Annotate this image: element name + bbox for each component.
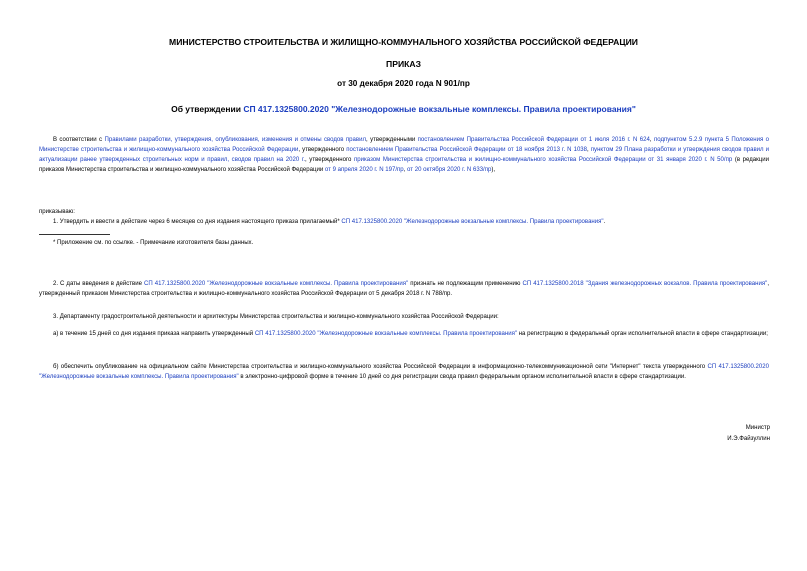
text: ), <box>491 167 496 173</box>
text: В соответствии с <box>53 137 105 143</box>
subparagraph-link[interactable]: подпунктом 5.2.9 пункта 5 Положения о Министерстве строительства и жилищно-коммунального хозяйства Российской Федерации <box>39 137 770 153</box>
rules-link[interactable]: Правилами разработки, утверждения, опубликования, изменения и отмены сводов правил <box>104 137 367 143</box>
text: . <box>603 219 606 225</box>
text: на регистрацию в федеральный орган исполнительной власти в сфере стандартизации; <box>517 331 768 337</box>
item-2-paragraph <box>39 279 769 299</box>
text: , утвержденными <box>366 137 418 143</box>
order-197-link[interactable]: от 9 апреля 2020 г. N 197/пр <box>324 167 404 173</box>
text: , утвержденного <box>298 147 347 153</box>
signature-title: Министр <box>745 425 770 431</box>
order-50-link[interactable]: приказом Министерства строительства и жилищно-коммунального хозяйства Российской Федерации от 31 января 2020 г. N 50/пр <box>353 157 733 163</box>
sp-417-link[interactable]: СП 417.1325800.2020 "Железнодорожные вокзальные комплексы. Правила проектирования" <box>254 331 518 337</box>
subject-prefix: Об утверждении <box>171 104 244 114</box>
item-3-paragraph: 3. Департаменту градостроительной деятельности и архитектуры Министерства строительства и жилищно-коммунального хозяйства Российской Федерации: <box>53 314 499 320</box>
text: , утвержденный приказом Министерства строительства и жилищно-коммунального хозяйства Российской Федерации от 5 декабря 2018 г. N 788/пр. <box>39 281 769 297</box>
signature-name: И.Э.Файзуллин <box>727 436 770 442</box>
item-3b-paragraph <box>39 362 769 382</box>
text: , <box>587 147 591 153</box>
ministry-heading: МИНИСТЕРСТВО СТРОИТЕЛЬСТВА И ЖИЛИЩНО-КОММУНАЛЬНОГО ХОЗЯЙСТВА РОССИЙСКОЙ ФЕДЕРАЦИИ <box>169 37 638 47</box>
footnote-separator <box>39 234 110 235</box>
text: 2. С даты введения в действие <box>53 281 145 287</box>
text: , <box>649 137 654 143</box>
document-type: ПРИКАЗ <box>386 59 421 69</box>
preamble-paragraph <box>39 135 769 175</box>
order-word: приказываю: <box>39 209 75 215</box>
sp-417-link[interactable]: СП 417.1325800.2020 "Железнодорожные вокзальные комплексы. Правила проектирования" <box>341 219 604 225</box>
plan-link[interactable]: пунктом 29 Плана разработки и утверждения сводов правил и актуализации ранее утвержденных строительных норм и правил, сводов правил на 2020 г. <box>39 147 769 163</box>
text: 1. Утвердить и ввести в действие через 6 месяцев со дня издания настоящего приказа прилагаемый* <box>53 219 342 225</box>
item-3a-paragraph <box>39 329 769 339</box>
text: признать не подлежащим применению <box>408 281 523 287</box>
document-date-number: от 30 декабря 2020 года N 901/пр <box>337 79 470 88</box>
text: (в редакции приказов Министерства строительства и жилищно-коммунального хозяйства Российской Федерации <box>39 157 769 173</box>
document-subject <box>0 104 807 114</box>
sp-417-2018-link[interactable]: СП 417.1325800.2018 "Здания железнодорожных вокзалов. Правила проектирования" <box>522 281 768 287</box>
text: а) в течение 15 дней со дня издания приказа направить утвержденный <box>53 331 255 337</box>
order-633-link[interactable]: от 20 октября 2020 г. N 633/пр <box>407 167 492 173</box>
item-1-paragraph <box>53 217 605 227</box>
resolution-1038-link[interactable]: постановлением Правительства Российской Федерации от 18 ноября 2013 г. N 1038 <box>346 147 588 153</box>
text: , утвержденного <box>305 157 354 163</box>
footnote: * Приложение см. по ссылке. - Примечание изготовителя базы данных. <box>53 240 254 246</box>
sp-417-link[interactable]: СП 417.1325800.2020 "Железнодорожные вокзальные комплексы. Правила проектирования" <box>144 281 409 287</box>
sp-417-link[interactable]: СП 417.1325800.2020 "Железнодорожные вокзальные комплексы. Правила проектирования" <box>39 364 769 380</box>
text: в электронно-цифровой форме в течение 10 дней со дня регистрации свода правил федеральным органом исполнительной власти в сфере стандартизации. <box>238 374 686 380</box>
subject-link[interactable]: СП 417.1325800.2020 "Железнодорожные вокзальные комплексы. Правила проектирования" <box>243 104 636 114</box>
text: , <box>403 167 408 173</box>
resolution-624-link[interactable]: постановлением Правительства Российской Федерации от 1 июля 2016 г. N 624 <box>417 137 650 143</box>
text: б) обеспечить опубликование на официальном сайте Министерства строительства и жилищно-коммунального хозяйства Российской Федерации в информационно-телекоммуникационной сети "Интернет" текста утвержденного <box>53 364 708 370</box>
